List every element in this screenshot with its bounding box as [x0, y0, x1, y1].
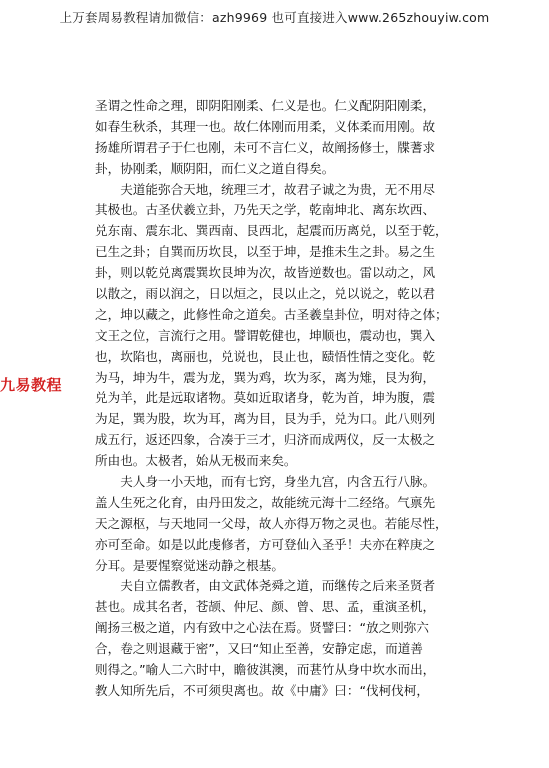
text-line: 其极也。古圣伏羲立卦，乃先天之学，乾南坤北、离东坎西、 — [95, 202, 436, 218]
text-line: 兑为羊，此是远取诸物。莫如近取诸身，乾为首，坤为腹，震 — [95, 390, 436, 406]
text-line: 天之源枢，与天地同一父母，故人亦得万物之灵也。若能尽性， — [95, 515, 448, 531]
text-line: 如春生秋杀，其理一也。故仁体刚而用柔，义体柔而用刚。故 — [95, 118, 436, 134]
text-line: 盖人生死之化育，由丹田发之，故能统元海十二经络。气禀先 — [95, 494, 436, 510]
text-line: 也，坎陷也，离丽也，兑说也，艮止也，赜悟性情之变化。乾 — [95, 348, 436, 364]
text-line: 文王之位，言流行之用。譬谓乾健也，坤顺也，震动也，巽入 — [95, 327, 436, 343]
text-line: 教人知所先后，不可须臾离也。故《中庸》曰：“伐柯伐柯， — [95, 682, 429, 698]
text-line: 甚也。成其名者，苍颉、仲尼、颜、曾、思、孟，重演圣机， — [95, 599, 436, 615]
text-line: 已生之卦；自巽而历坎艮，以至于坤，是推未生之卦。易之生 — [95, 244, 436, 260]
page-header-banner: 上万套周易教程请加微信：azh9969 也可直接进入www.265zhouyiw.com — [59, 10, 490, 25]
text-line: 夫道能弥合天地，统理三才，故君子诚之为贵，无不用尽 — [95, 181, 436, 197]
text-line: 以散之，雨以润之，日以烜之，艮以止之，兑以说之，乾以君 — [95, 286, 436, 302]
text-line: 成五行，返还四象，合凑于三才，归济而成两仪，反一太极之 — [95, 432, 436, 448]
watermark-label: 九易教程 — [0, 376, 63, 394]
text-line: 亦可至命。如是以此虔修者，方可登仙入圣乎！夫亦在粹庚之 — [95, 536, 436, 552]
text-line: 则得之。”喻人二六时中，瞻彼淇澳，而葚竹从身中坎水而出， — [95, 662, 436, 678]
text-line: 分耳。是要惺察觉迷动静之根基。 — [95, 557, 284, 573]
text-line: 为足，巽为股，坎为耳，离为目，艮为手，兑为口。此八则列 — [95, 411, 436, 427]
text-line: 卦，则以乾兑离震巽坎艮坤为次，故皆逆数也。雷以动之，风 — [95, 265, 436, 281]
body-text — [95, 96, 453, 702]
text-line: 扬雄所谓君子于仁也刚，未可不言仁义，故阐扬修士，牒蓍求 — [95, 139, 436, 155]
text-line: 兑东南、震东北、巽西南、艮西北，起震而历离兑，以至于乾， — [95, 223, 448, 239]
text-line: 夫人身一小天地，而有七窍，身坐九宫，内含五行八脉。 — [95, 474, 436, 490]
text-line: 圣谓之性命之理，即阴阳刚柔、仁义是也。仁义配阴阳刚柔， — [95, 98, 436, 113]
text-line: 之，坤以藏之，此修性命之道矣。古圣羲皇卦位，明对待之体； — [95, 306, 448, 322]
text-line: 为马，坤为牛，震为龙，巽为鸡，坎为豕，离为雉，艮为狗， — [95, 369, 436, 385]
text-line: 合，卷之则退藏于密”，又曰“知止至善，安静定虑，而道善 — [95, 641, 423, 657]
text-line: 夫自立儒教者，由文武体尧舜之道，而继传之后来圣贤者 — [95, 578, 436, 594]
text-line: 所由也。太极者，始从无极而来矣。 — [95, 453, 297, 469]
text-line: 卦，协刚柔，顺阴阳，而仁义之道自得矣。 — [95, 160, 335, 176]
text-line: 阐扬三极之道，内有致中之心法在焉。贤譬曰：“放之则弥六 — [95, 620, 429, 636]
